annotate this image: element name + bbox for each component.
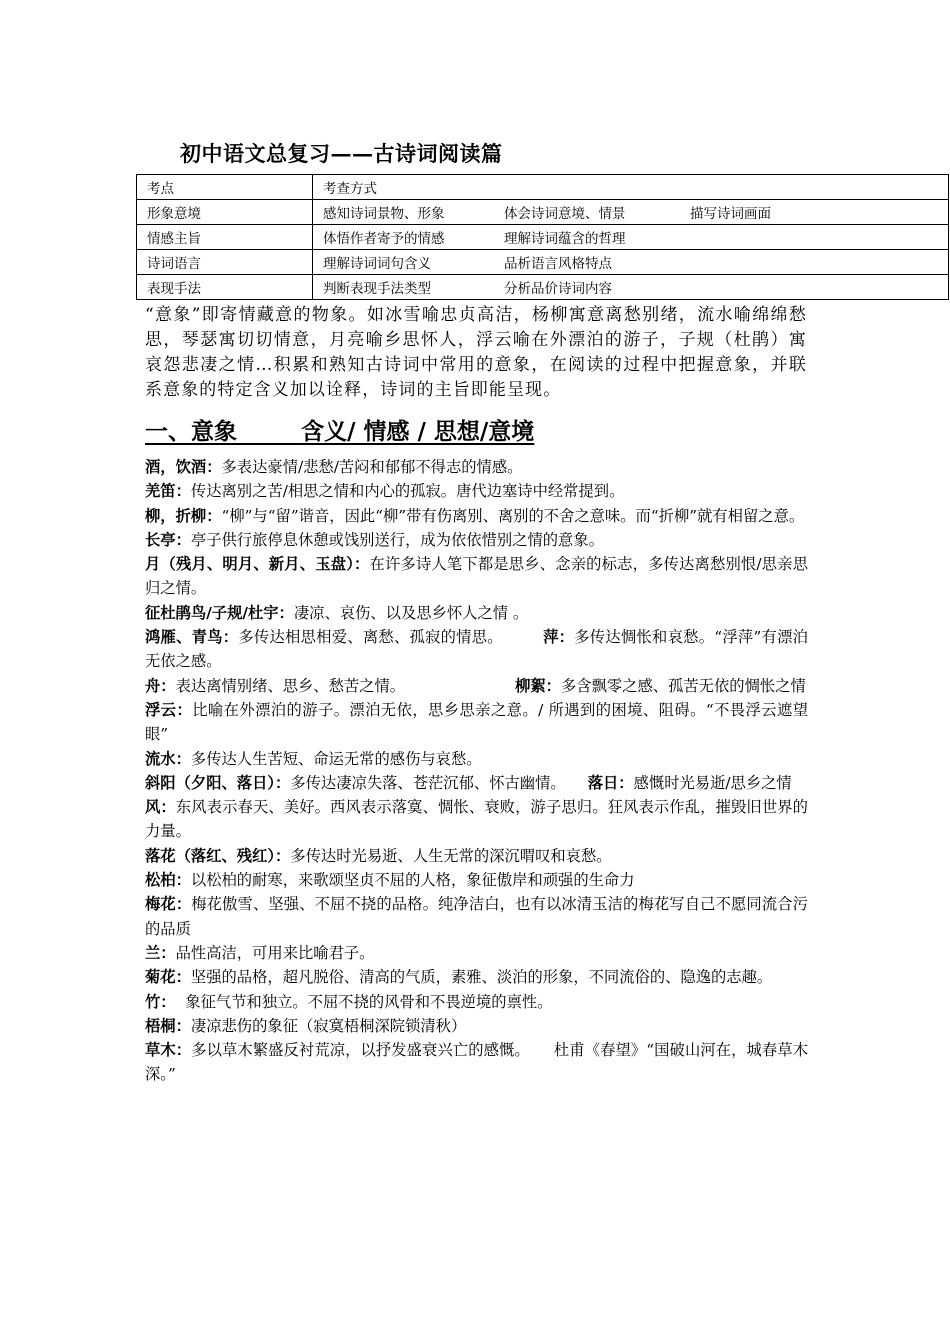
- imagery-term: 松柏：: [145, 871, 191, 890]
- table-cell-point: 形象意境: [137, 200, 313, 225]
- imagery-term: 梧桐：: [145, 1016, 191, 1035]
- imagery-term: 风：: [145, 798, 176, 817]
- imagery-term: 月（残月、明月、新月、玉盘）：: [145, 555, 370, 574]
- imagery-term: 萍：: [542, 628, 575, 647]
- imagery-desc: “柳”与“留”谐音，因此“柳”带有伤离别、离别的不舍之意味。而“折柳”就有相留之意。: [221, 506, 805, 525]
- list-item: [145, 990, 808, 1014]
- imagery-desc: 梅花傲雪、坚强、不屈不挠的品格。纯净洁白，也有以冰清玉洁的梅花写自己不愿同流合污的品质: [145, 895, 808, 938]
- imagery-list: [145, 455, 808, 1087]
- table-row: [137, 250, 949, 275]
- table-row: [137, 225, 949, 250]
- imagery-desc: 比喻在外漂泊的游子。漂泊无依，思乡思亲之意。/ 所遇到的困境、阻碍。“不畏浮云遮望眼”: [145, 700, 808, 744]
- table-row: [137, 200, 949, 225]
- table-header-row: [137, 175, 949, 200]
- list-item: [145, 844, 808, 868]
- list-item: [145, 552, 808, 601]
- table-cell-methods: [313, 225, 949, 250]
- method-text: 体会诗词意境、情景: [504, 206, 626, 222]
- list-item: [145, 674, 808, 698]
- imagery-term: 兰：: [145, 943, 176, 962]
- imagery-desc: 坚强的品格，超凡脱俗、清高的气质，素雅、淡泊的形象，不同流俗的、隐逸的志趣。: [190, 968, 773, 987]
- exam-points-table: [136, 174, 949, 300]
- method-text: 判断表现手法类型: [323, 281, 431, 297]
- imagery-term: 征杜鹃鸟/子规/杜宇：: [145, 603, 294, 622]
- list-item: [145, 747, 808, 771]
- list-item: [145, 941, 808, 965]
- imagery-desc: 感慨时光易逝/思乡之情: [633, 773, 792, 792]
- section-subtitle: 含义/ 情感 / 思想/意境: [301, 418, 535, 445]
- list-item: [145, 601, 808, 625]
- imagery-term: 斜阳（夕阳、落日）：: [145, 773, 291, 792]
- table-cell-point: 表现手法: [137, 275, 313, 300]
- imagery-desc: 多传达相思相爱、离愁、孤寂的情思。: [238, 628, 503, 647]
- imagery-desc: 在许多诗人笔下都是思乡、念亲的标志，多传达离愁别恨/思亲思归之情。: [145, 555, 808, 598]
- list-item: [145, 1038, 808, 1087]
- list-item: [145, 528, 808, 552]
- table-row: [137, 275, 949, 300]
- imagery-desc: 以松柏的耐寒，来歌颂坚贞不屈的人格，象征傲岸和顽强的生命力: [190, 871, 635, 890]
- page-title: 初中语文总复习——古诗词阅读篇: [180, 141, 503, 166]
- method-text: 理解诗词蕴含的哲理: [504, 231, 626, 247]
- list-item: [145, 625, 808, 674]
- imagery-term: 柳，折柳：: [145, 506, 222, 525]
- table-header-cell: 考查方式: [313, 175, 949, 200]
- intro-paragraph: “意象”即寄情藏意的物象。如冰雪喻忠贞高洁，杨柳寓意离愁别绪，流水喻绵绵愁思，琴瑟寓切切情意，月亮喻乡思怀人，浮云喻在外漂泊的游子，子规（杜鹃）寓哀怨悲凄之情…积累和熟知古诗词中常用的意象，在阅读的过程中把握意象，并联系意象的特定含义加以诠释，诗词的主旨即能呈现。: [145, 305, 807, 400]
- table-cell-methods: [313, 250, 949, 275]
- imagery-desc: 多含飘零之感、孤苦无依的惆怅之情: [560, 676, 806, 695]
- table-cell-methods: [313, 275, 949, 300]
- list-item: [145, 892, 808, 941]
- imagery-desc: 品性高洁，可用来比喻君子。: [175, 943, 375, 962]
- imagery-term: 长亭：: [145, 530, 191, 549]
- imagery-desc: 多传达人生苦短、命运无常的感伤与哀愁。: [190, 749, 482, 768]
- imagery-desc: 凄凉悲伤的象征（寂寞梧桐深院锁清秋）: [190, 1016, 467, 1035]
- imagery-term: 羌笛：: [145, 482, 191, 501]
- list-item: [145, 1014, 808, 1038]
- imagery-term: 落日：: [587, 773, 634, 792]
- imagery-desc: 杜甫《春望》“国破山河在，城春草木深。”: [145, 1041, 808, 1084]
- method-text: 描写诗词画面: [690, 206, 771, 222]
- imagery-desc: 东风表示春天、美好。西风表示落寞、惆怅、衰败，游子思归。狂风表示作乱，摧毁旧世界的力量。: [145, 798, 808, 841]
- list-item: [145, 795, 808, 844]
- method-text: 体悟作者寄予的情感: [323, 231, 445, 247]
- imagery-desc: 多表达豪情/悲愁/苦闷和郁郁不得志的情感。: [221, 458, 523, 476]
- imagery-desc: 象征气节和独立。不屈不挠的风骨和不畏逆境的禀性。: [175, 992, 553, 1011]
- table-cell-point: 诗词语言: [137, 250, 313, 275]
- imagery-desc: 亭子供行旅停息休憩或饯别送行，成为依依惜别之情的意象。: [190, 530, 604, 549]
- list-item: [145, 868, 808, 892]
- method-text: 分析品价诗词内容: [504, 281, 612, 297]
- imagery-desc: 多传达凄凉失落、苍茫沉郁、怀古幽情。: [290, 773, 566, 792]
- imagery-term: 鸿雁、青鸟：: [145, 628, 239, 647]
- imagery-desc: 多传达时光易逝、人生无常的深沉喟叹和哀愁。: [290, 846, 612, 865]
- imagery-desc: 多传达惆怅和哀愁。“浮萍”有漂泊无依之感。: [145, 628, 808, 671]
- list-item: [145, 771, 808, 795]
- table-cell-methods: [313, 200, 949, 225]
- table-header-cell: 考点: [137, 175, 313, 200]
- imagery-term: 舟：: [145, 676, 176, 695]
- list-item: [145, 698, 808, 747]
- imagery-term: 柳絮：: [515, 676, 561, 695]
- method-text: 品析语言风格特点: [504, 256, 612, 272]
- imagery-term: 酒，饮酒：: [145, 458, 222, 476]
- section-label: 一、意象: [145, 418, 237, 445]
- list-item: [145, 504, 808, 528]
- table-cell-point: 情感主旨: [137, 225, 313, 250]
- imagery-term: 流水：: [145, 749, 191, 768]
- imagery-desc: 凄凉、哀伤、以及思乡怀人之情 。: [293, 603, 529, 622]
- method-text: 感知诗词景物、形象: [323, 206, 445, 222]
- imagery-desc: 传达离别之苦/相思之情和内心的孤寂。唐代边塞诗中经常提到。: [190, 482, 625, 501]
- imagery-term: 草木：: [145, 1041, 192, 1060]
- imagery-desc: 表达离情别绪、思乡、愁苦之情。: [175, 676, 406, 695]
- imagery-desc: 多以草木繁盛反衬荒凉，以抒发盛衰兴亡的感慨。: [191, 1041, 530, 1060]
- imagery-term: 菊花：: [145, 968, 191, 987]
- list-item: [145, 479, 808, 503]
- imagery-term: 落花（落红、残红）：: [145, 846, 291, 865]
- method-text: 理解诗词词句含义: [323, 256, 431, 272]
- list-item: [145, 965, 808, 989]
- section-heading: [145, 413, 534, 446]
- imagery-term: 竹：: [145, 992, 176, 1011]
- list-item: [145, 455, 808, 479]
- imagery-term: 浮云：: [145, 700, 193, 719]
- heading-spacer: [237, 418, 301, 445]
- imagery-term: 梅花：: [145, 895, 192, 914]
